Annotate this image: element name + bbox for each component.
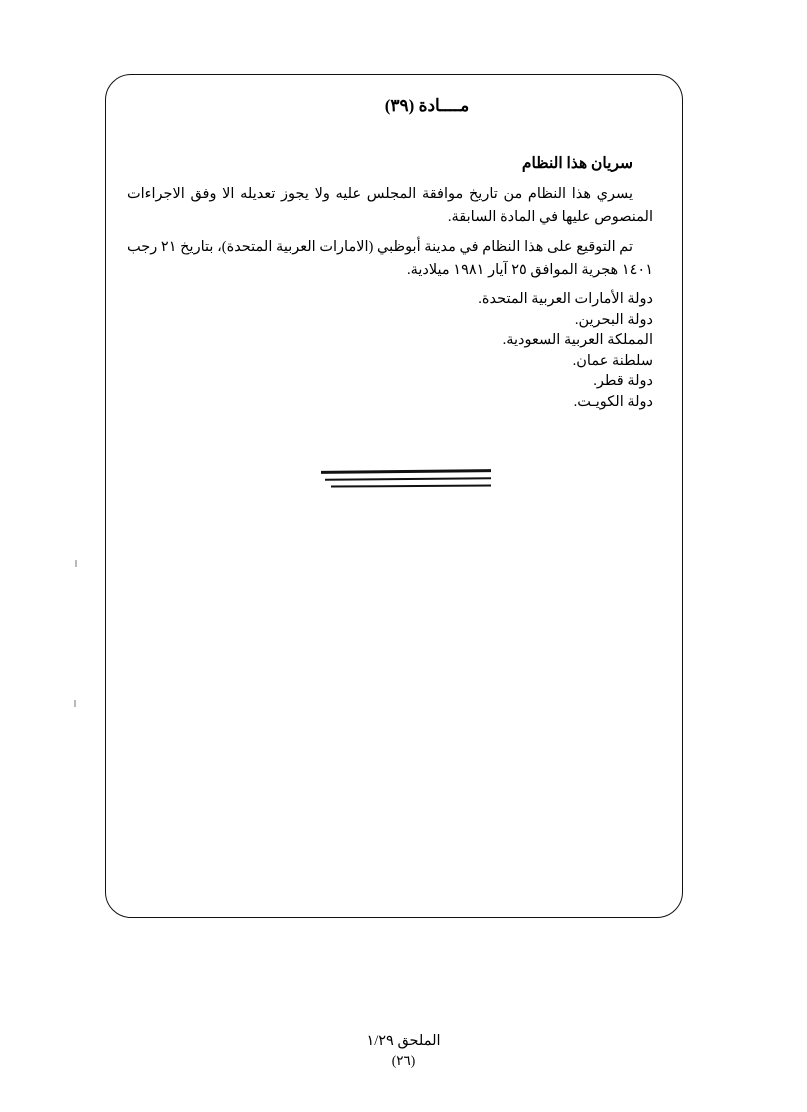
document-content bbox=[127, 96, 657, 412]
page-footer bbox=[0, 1032, 807, 1070]
list-item: سلطنة عمان. bbox=[572, 352, 653, 369]
list-item: المملكة العربية السعودية. bbox=[502, 332, 653, 349]
signatory-list bbox=[127, 289, 657, 412]
rule-line-1 bbox=[321, 469, 491, 474]
footer-page-number: (٢٦) bbox=[391, 1052, 416, 1068]
paragraph-1: يسري هذا النظام من تاريخ موافقة المجلس عليه ولا يجوز تعديله الا وفق الاجراءات المنصوص عليها في المادة السابقة. bbox=[127, 186, 653, 226]
decorative-rule bbox=[321, 470, 491, 486]
list-item: دولة الأمارات العربية المتحدة. bbox=[478, 290, 653, 307]
list-item: دولة البحرين. bbox=[574, 311, 653, 328]
scan-speck bbox=[75, 560, 77, 567]
rule-line-2 bbox=[325, 477, 491, 480]
section-title: سريان هذا النظام bbox=[521, 155, 633, 172]
footer-appendix-number: الملحق ١/٢٩ bbox=[366, 1033, 441, 1050]
paragraph-2: تم التوقيع على هذا النظام في مدينة أبوظبي (الامارات العربية المتحدة)، بتاريخ ٢١ رجب ١٤٠١ هجرية الموافق ٢٥ آيار ١٩٨١ ميلادية. bbox=[127, 238, 653, 279]
article-heading: مــــادة (٣٩) bbox=[384, 96, 470, 115]
list-item: دولة الكويـت. bbox=[573, 393, 653, 410]
list-item: دولة قطر. bbox=[593, 373, 653, 390]
scan-speck bbox=[74, 700, 76, 707]
